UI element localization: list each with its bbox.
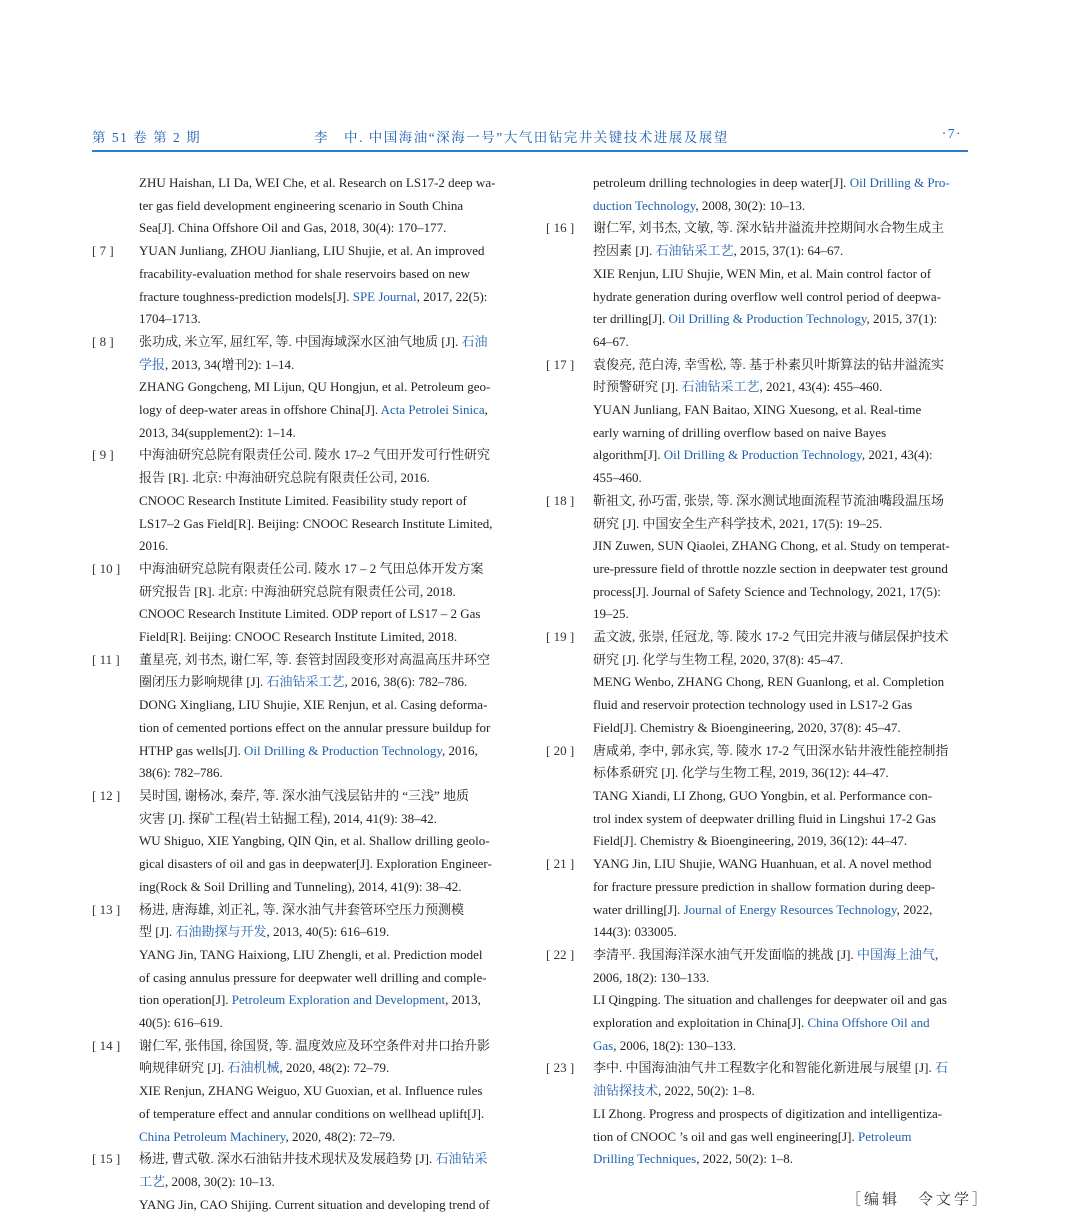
journal-link[interactable]: 油钻探技术 (593, 1083, 659, 1099)
reference-line: 靳祖文, 孙巧雷, 张崇, 等. 深水测试地面流程节流油嘴段温压场 (593, 492, 945, 508)
page-number: ·7· (941, 126, 962, 141)
reference-number: [ 23 ] (546, 1060, 575, 1076)
reference-line: 2006, 18(2): 130–133. (593, 969, 710, 985)
reference-line: 中海油研究总院有限责任公司. 陵水 17–2 气田开发可行性研究 (139, 447, 491, 463)
reference-number: [ 12 ] (92, 787, 121, 803)
journal-link[interactable]: 工艺 (139, 1173, 166, 1189)
journal-link[interactable]: Oil Drilling & Pro- (849, 175, 950, 190)
reference-item (92, 785, 514, 899)
reference-line: LI Zhong. Progress and prospects of digitization and intelligentiza- (593, 1105, 943, 1121)
reference-item (92, 240, 514, 331)
reference-line: 唐咸弟, 李中, 郭永宾, 等. 陵水 17-2 气田深水钻井液性能控制指 (593, 742, 949, 758)
reference-line: DONG Xingliang, LIU Shujie, XIE Renjun, et al. Casing deforma- (139, 697, 488, 713)
reference-line: Sea[J]. China Offshore Oil and Gas, 2018, 30(4): 170–177. (139, 220, 447, 236)
reference-line: for fracture pressure prediction in shallow formation during deep- (593, 878, 936, 894)
reference-line: 研究 [J]. 化学与生物工程, 2020, 37(8): 45–47. (593, 651, 844, 667)
reference-line: 144(3): 033005. (593, 924, 677, 940)
reference-line: 杨进, 唐海雄, 刘正礼, 等. 深水油气井套管环空压力预测模 (139, 901, 465, 917)
reference-line: 40(5): 616–619. (139, 1015, 223, 1031)
reference-line: YANG Jin, LIU Shujie, WANG Huanhuan, et al. A novel method (593, 856, 932, 872)
reference-line: 油钻探技术, 2022, 50(2): 1–8. (593, 1083, 755, 1099)
journal-link[interactable]: Oil Drilling & Production Technology (243, 742, 442, 758)
reference-number: [ 21 ] (546, 856, 575, 872)
reference-line: 袁俊亮, 范白涛, 幸雪松, 等. 基于朴素贝叶斯算法的钻井溢流实 (593, 356, 945, 372)
reference-line: ter drilling[J]. Oil Drilling & Production Technology, 2015, 37(1): (593, 311, 938, 327)
reference-number: [ 14 ] (92, 1037, 121, 1053)
editor-credit: ［编辑 令文学］ (846, 1192, 991, 1208)
reference-item (546, 853, 968, 944)
journal-link[interactable]: SPE Journal (352, 288, 417, 304)
reference-line: Gas, 2006, 18(2): 130–133. (593, 1037, 736, 1053)
reference-number: [ 7 ] (92, 243, 114, 259)
reference-line: 1704–1713. (139, 311, 201, 327)
journal-link[interactable]: 石油勘探与开发 (175, 924, 267, 940)
reference-line: LI Qingping. The situation and challenges for deepwater oil and gas (593, 992, 947, 1008)
reference-line: 64–67. (593, 333, 629, 349)
reference-number: [ 15 ] (92, 1151, 121, 1167)
journal-link[interactable]: China Offshore Oil and (807, 1015, 930, 1031)
reference-line: 455–460. (593, 470, 642, 486)
journal-link[interactable]: 石油 (461, 333, 488, 349)
reference-line: 研究 [J]. 中国安全生产科学技术, 2021, 17(5): 19–25. (593, 515, 883, 531)
reference-line: of temperature effect and annular conditions on wellhead uplift[J]. (139, 1105, 485, 1121)
reference-line: process[J]. Journal of Safety Science and Technology, 2021, 17(5): (593, 583, 941, 599)
reference-line: WU Shiguo, XIE Yangbing, QIN Qin, et al. Shallow drilling geolo- (139, 833, 490, 849)
reference-line: Field[J]. Chemistry & Bioengineering, 2019, 36(12): 44–47. (593, 833, 908, 849)
reference-line: 38(6): 782–786. (139, 765, 223, 781)
reference-item (546, 172, 968, 217)
reference-line: 2016. (139, 538, 169, 554)
reference-item (546, 740, 968, 854)
reference-column-right (546, 172, 968, 1171)
reference-line: hydrate generation during overflow well control period of deepwa- (593, 288, 941, 304)
running-header (92, 124, 968, 152)
journal-link[interactable]: Gas (593, 1037, 614, 1053)
journal-link[interactable]: 石油钻采工艺 (681, 379, 760, 395)
reference-line: LS17–2 Gas Field[R]. Beijing: CNOOC Research Institute Limited, (139, 515, 493, 531)
reference-item (92, 172, 514, 240)
reference-line: water drilling[J]. Journal of Energy Resources Technology, 2022, (593, 901, 933, 917)
journal-link[interactable]: 石油钻采工艺 (266, 674, 345, 690)
reference-line: tion of cemented portions effect on the annular pressure buildup for (139, 719, 491, 735)
reference-line: of casing annulus pressure for deepwater well drilling and comple- (139, 969, 487, 985)
reference-item (92, 558, 514, 649)
reference-line: 研究报告 [R]. 北京: 中海油研究总院有限责任公司, 2018. (139, 583, 456, 599)
reference-line: 时预警研究 [J]. 石油钻采工艺, 2021, 43(4): 455–460. (593, 379, 883, 395)
reference-number: [ 22 ] (546, 946, 575, 962)
reference-line: ter gas field development engineering scenario in South China (139, 197, 464, 213)
journal-link[interactable]: 石油钻采工艺 (655, 243, 734, 259)
reference-item (92, 899, 514, 1035)
reference-item (546, 490, 968, 626)
journal-link[interactable]: Oil Drilling & Production Technology (663, 447, 862, 463)
reference-line: 控因素 [J]. 石油钻采工艺, 2015, 37(1): 64–67. (593, 243, 844, 259)
reference-line: China Petroleum Machinery, 2020, 48(2): 72–79. (139, 1128, 396, 1144)
journal-link[interactable]: Acta Petrolei Sinica (380, 402, 485, 418)
reference-line: YANG Jin, TANG Haixiong, LIU Zhengli, et al. Prediction model (139, 946, 483, 962)
reference-line: ure-pressure field of throttle nozzle section in deepwater test ground (593, 560, 948, 576)
journal-link[interactable]: Drilling Techniques (593, 1151, 697, 1167)
volume-issue: 第 51 卷 第 2 期 (92, 130, 202, 145)
reference-line: 响规律研究 [J]. 石油机械, 2020, 48(2): 72–79. (139, 1060, 390, 1076)
journal-link[interactable]: Oil Drilling & Production Technology (668, 311, 867, 327)
reference-line: algorithm[J]. Oil Drilling & Production Technology, 2021, 43(4): (593, 447, 933, 463)
journal-link[interactable]: Journal of Energy Resources Technology (683, 901, 897, 917)
reference-item (546, 626, 968, 740)
reference-line: 报告 [R]. 北京: 中海油研究总院有限责任公司, 2016. (139, 470, 430, 486)
reference-line: JIN Zuwen, SUN Qiaolei, ZHANG Chong, et al. Study on temperat- (593, 538, 950, 554)
reference-line: 标体系研究 [J]. 化学与生物工程, 2019, 36(12): 44–47. (593, 765, 889, 781)
reference-line: 董星亮, 刘书杰, 谢仁军, 等. 套管封固段变形对高温高压井环空 (139, 651, 491, 667)
reference-line: 圈闭压力影响规律 [J]. 石油钻采工艺, 2016, 38(6): 782–786. (139, 674, 468, 690)
reference-line: XIE Renjun, LIU Shujie, WEN Min, et al. Main control factor of (593, 265, 932, 281)
reference-line: Field[R]. Beijing: CNOOC Research Institute Limited, 2018. (139, 629, 458, 645)
journal-link[interactable]: Petroleum Exploration and Development (231, 992, 446, 1008)
reference-item (92, 1035, 514, 1149)
reference-item (546, 944, 968, 1058)
reference-line: 张功成, 米立军, 屈红军, 等. 中国海域深水区油气地质 [J]. 石油 (139, 333, 488, 349)
reference-line: 灾害 [J]. 探矿工程(岩土钻掘工程), 2014, 41(9): 38–42. (139, 810, 437, 826)
reference-line: tion operation[J]. Petroleum Exploration and Development, 2013, (139, 992, 481, 1008)
reference-line: fluid and reservoir protection technology used in LS17-2 Gas (593, 697, 913, 713)
reference-line: fracability-evaluation method for shale reservoirs based on new (139, 265, 471, 281)
reference-line: Drilling Techniques, 2022, 50(2): 1–8. (593, 1151, 793, 1167)
reference-number: [ 13 ] (92, 901, 121, 917)
reference-line: HTHP gas wells[J]. Oil Drilling & Production Technology, 2016, (139, 742, 478, 758)
reference-line: 李中. 中国海油油气井工程数字化和智能化新进展与展望 [J]. 石 (593, 1060, 948, 1076)
reference-line: trol index system of deepwater drilling fluid in Lingshui 17-2 Gas (593, 810, 936, 826)
reference-number: [ 11 ] (92, 651, 120, 667)
reference-line: 孟文波, 张崇, 任冠龙, 等. 陵水 17-2 气田完井液与储层保护技术 (593, 629, 949, 645)
reference-line: 谢仁军, 张伟国, 徐国贤, 等. 温度效应及环空条件对井口抬升影 (139, 1037, 491, 1053)
journal-link[interactable]: 中国海上油气 (856, 946, 935, 962)
reference-line: ZHANG Gongcheng, MI Lijun, QU Hongjun, et al. Petroleum geo- (139, 379, 491, 395)
reference-line: tion of CNOOC ’s oil and gas well engineering[J]. Petroleum (593, 1128, 912, 1144)
reference-number: [ 19 ] (546, 629, 575, 645)
reference-number: [ 10 ] (92, 560, 121, 576)
reference-line: logy of deep-water areas in offshore China[J]. Acta Petrolei Sinica, (139, 402, 488, 418)
journal-link[interactable]: duction Technology (593, 197, 696, 213)
reference-number: [ 18 ] (546, 492, 575, 508)
reference-line: ZHU Haishan, LI Da, WEI Che, et al. Research on LS17-2 deep wa- (139, 175, 496, 190)
reference-item (92, 331, 514, 445)
reference-line: duction Technology, 2008, 30(2): 10–13. (593, 197, 806, 213)
journal-link[interactable]: China Petroleum Machinery (139, 1128, 286, 1144)
reference-number: [ 9 ] (92, 447, 114, 463)
reference-line: 中海油研究总院有限责任公司. 陵水 17 – 2 气田总体开发方案 (139, 560, 484, 576)
reference-line: YUAN Junliang, FAN Baitao, XING Xuesong, et al. Real-time (593, 402, 922, 418)
reference-line: CNOOC Research Institute Limited. ODP report of LS17 – 2 Gas (139, 606, 481, 622)
reference-line: YUAN Junliang, ZHOU Jianliang, LIU Shujie, et al. An improved (139, 243, 485, 259)
journal-link[interactable]: Petroleum (858, 1128, 912, 1144)
journal-link[interactable]: 石 (934, 1060, 948, 1076)
reference-line: 学报, 2013, 34(增刊2): 1–14. (139, 356, 295, 372)
reference-item (92, 444, 514, 558)
article-title-header: 李 中. 中国海油“深海一号”大气田钻完井关键技术进展及展望 (314, 130, 729, 145)
reference-number: [ 20 ] (546, 742, 575, 758)
reference-line: YANG Jin, CAO Shijing. Current situation and developing trend of (139, 1196, 490, 1212)
reference-line: 工艺, 2008, 30(2): 10–13. (139, 1173, 275, 1189)
reference-column-left (92, 172, 514, 1216)
reference-line: Field[J]. Chemistry & Bioengineering, 2020, 37(8): 45–47. (593, 719, 901, 735)
reference-item (92, 1148, 514, 1216)
reference-line: gical disasters of oil and gas in deepwater[J]. Exploration Engineer- (139, 856, 492, 872)
reference-line: exploration and exploitation in China[J]. China Offshore Oil and (593, 1015, 930, 1031)
reference-number: [ 8 ] (92, 333, 114, 349)
reference-item (546, 217, 968, 353)
reference-item (546, 1057, 968, 1171)
reference-line: 谢仁军, 刘书杰, 文敏, 等. 深水钻井溢流井控期间水合物生成主 (593, 220, 945, 236)
reference-line: XIE Renjun, ZHANG Weiguo, XU Guoxian, et al. Influence rules (139, 1083, 483, 1099)
reference-item (92, 649, 514, 785)
reference-line: 型 [J]. 石油勘探与开发, 2013, 40(5): 616–619. (139, 924, 390, 940)
journal-link[interactable]: 石油钻采 (435, 1151, 488, 1167)
reference-line: 19–25. (593, 606, 629, 622)
reference-line: 李清平. 我国海洋深水油气开发面临的挑战 [J]. 中国海上油气, (593, 946, 939, 962)
reference-line: 2013, 34(supplement2): 1–14. (139, 424, 296, 440)
reference-number: [ 16 ] (546, 220, 575, 236)
reference-line: fracture toughness-prediction models[J]. SPE Journal, 2017, 22(5): (139, 288, 488, 304)
reference-line: TANG Xiandi, LI Zhong, GUO Yongbin, et al. Performance con- (593, 787, 933, 803)
reference-line: 吴时国, 谢杨冰, 秦芹, 等. 深水油气浅层钻井的 “三浅” 地质 (139, 787, 470, 803)
reference-line: 杨进, 曹式敬. 深水石油钻井技术现状及发展趋势 [J]. 石油钻采 (139, 1151, 488, 1167)
journal-link[interactable]: 石油机械 (227, 1060, 280, 1076)
reference-line: petroleum drilling technologies in deep water[J]. Oil Drilling & Pro- (593, 175, 950, 190)
journal-link[interactable]: 学报 (139, 356, 166, 372)
reference-line: MENG Wenbo, ZHANG Chong, REN Guanlong, et al. Completion (593, 674, 945, 690)
reference-line: early warning of drilling overflow based on naive Bayes (593, 424, 887, 440)
reference-line: ing(Rock & Soil Drilling and Tunneling), 2014, 41(9): 38–42. (139, 878, 462, 894)
reference-line: CNOOC Research Institute Limited. Feasibility study report of (139, 492, 467, 508)
reference-number: [ 17 ] (546, 356, 575, 372)
reference-item (546, 354, 968, 490)
